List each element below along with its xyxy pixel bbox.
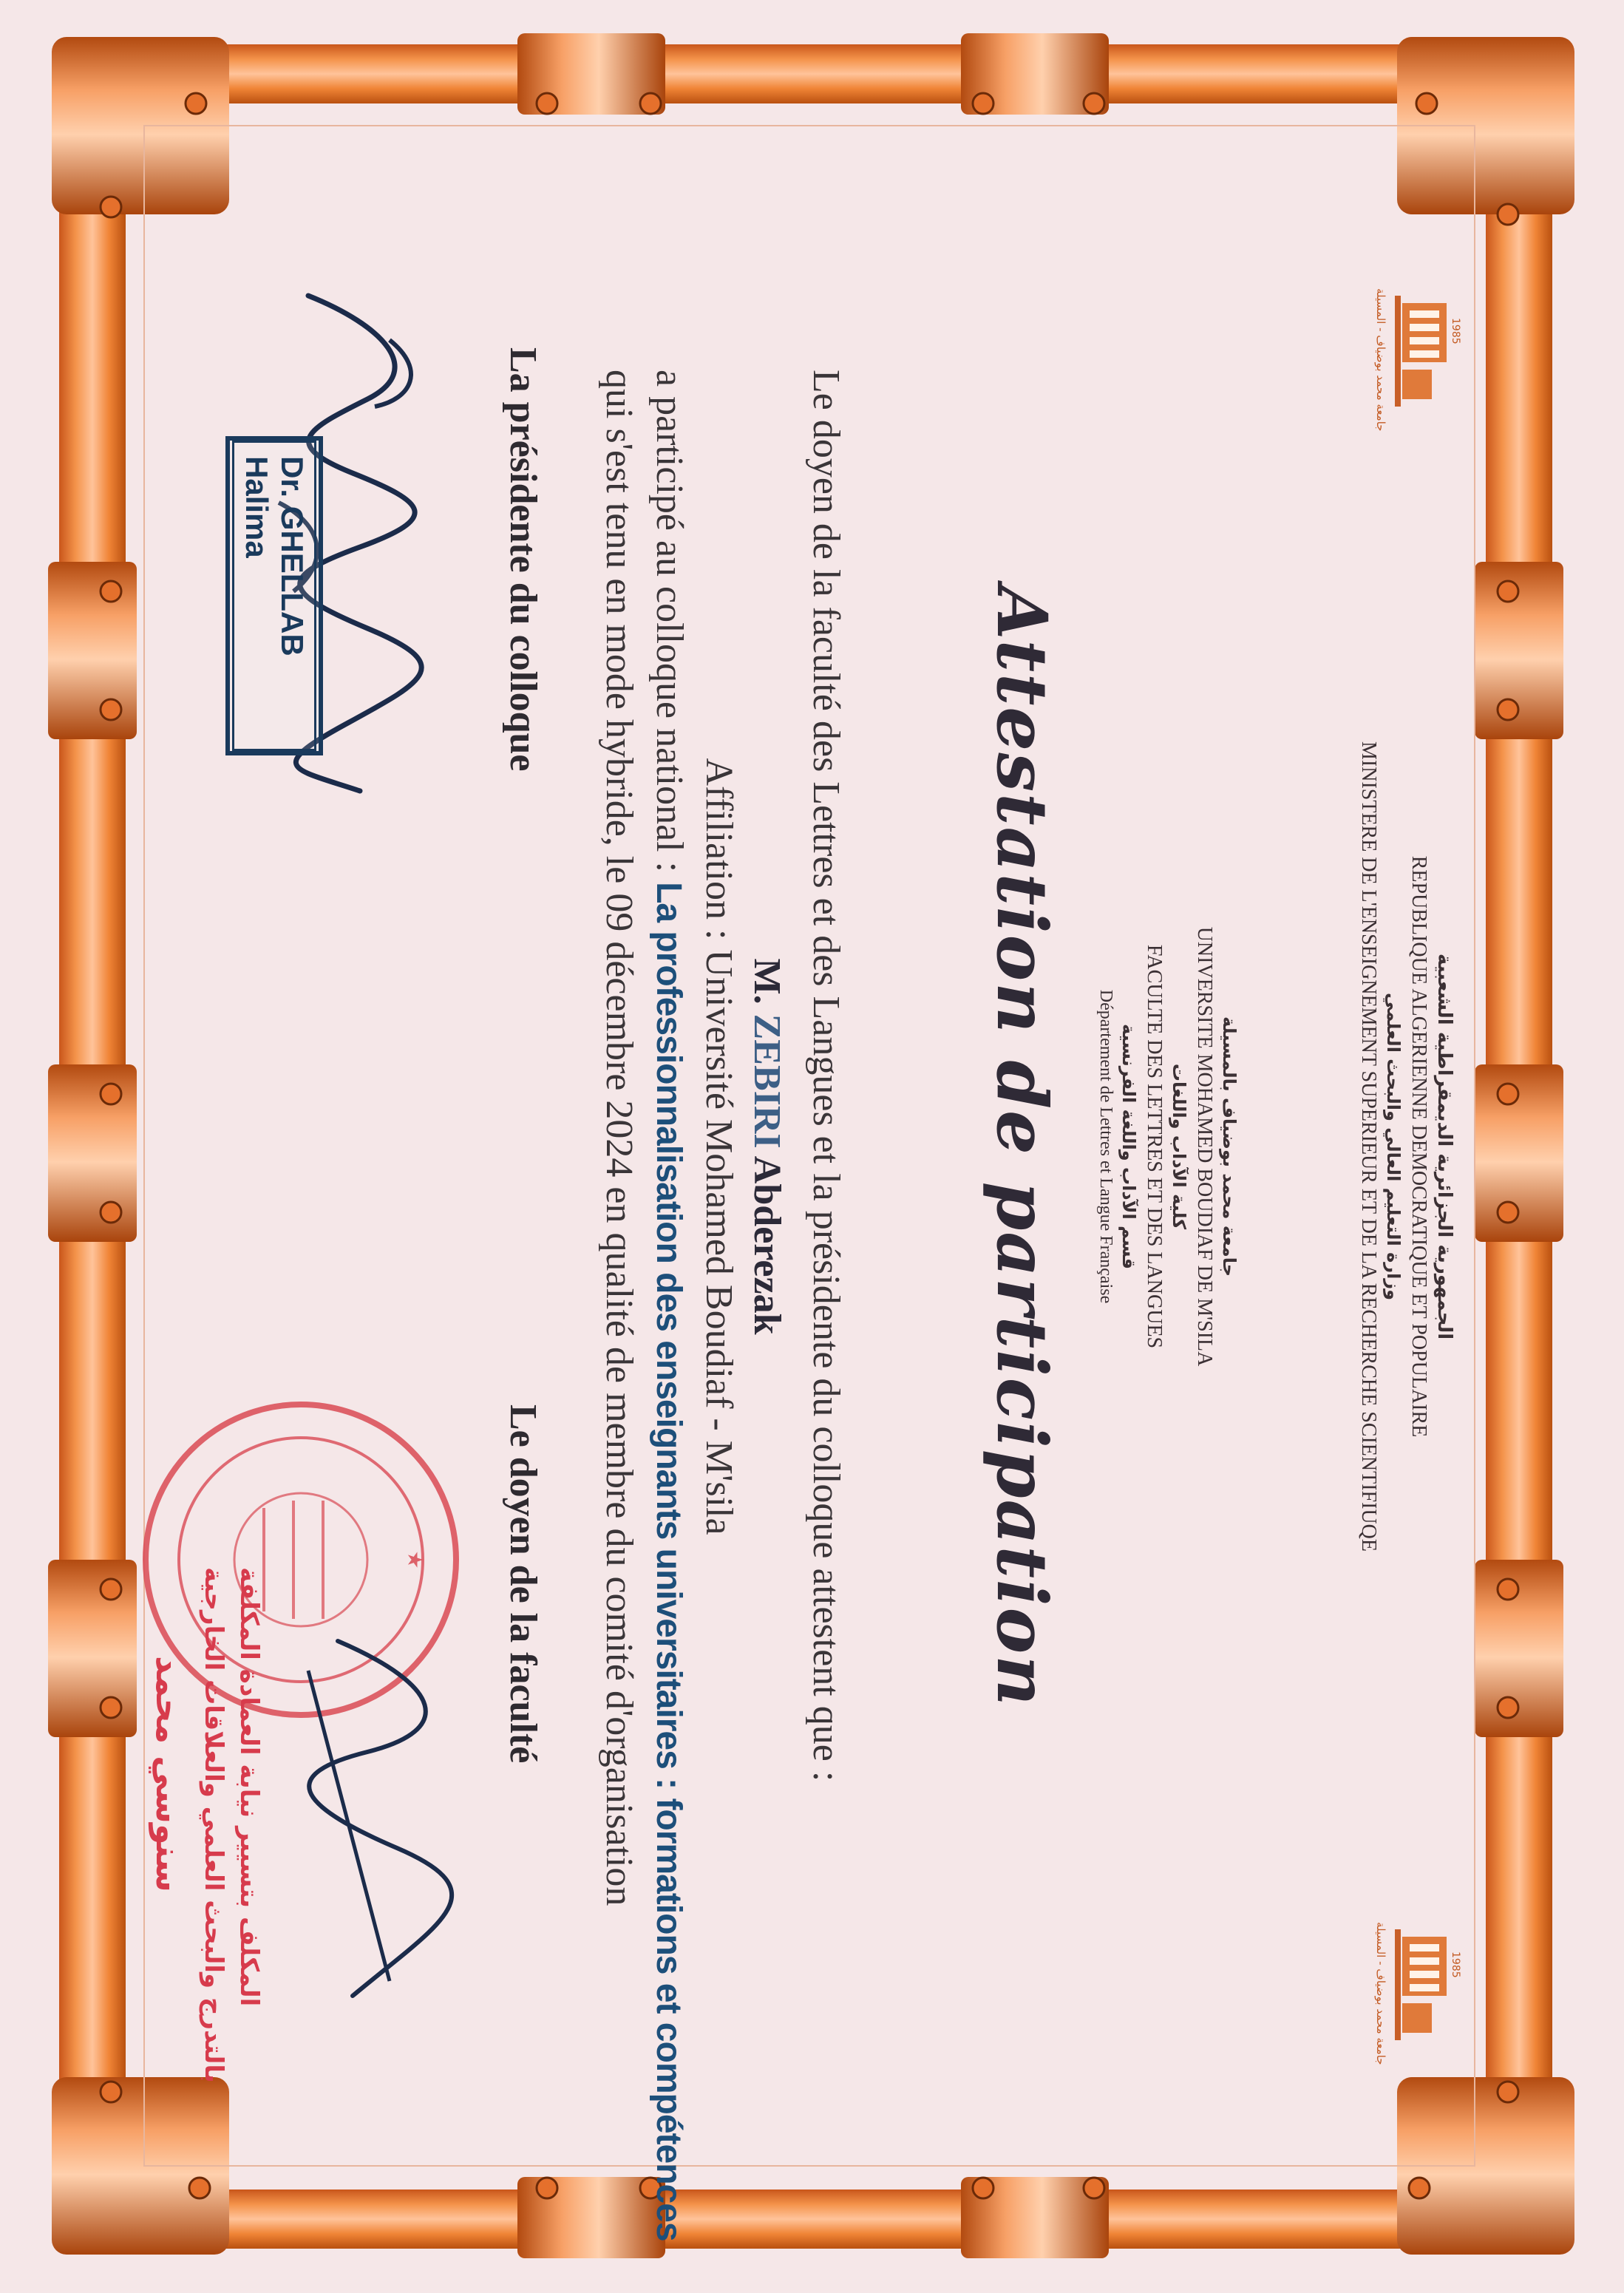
dean-signature (264, 1626, 486, 2011)
svg-text:★: ★ (403, 1550, 427, 1569)
participation-line (648, 370, 691, 2241)
logo-year: 1985 (1450, 1951, 1461, 1978)
dean-stamp-role1: المكلف بتسيير نيابة العمادة المكلفة (234, 1567, 264, 2007)
dean-title: Le doyen de la faculté (502, 1404, 544, 1764)
logo-year: 1985 (1450, 318, 1461, 344)
name-prefix: M. (746, 958, 788, 1014)
dean-text-stamp (149, 1567, 264, 2083)
intro-text: Le doyen de la faculté des Lettres et des Langues et la présidente du colloque attestent que : (805, 370, 847, 1782)
header-university-fr: UNIVERSITE MOHAMED BOUDIAF DE M'SILA (1193, 926, 1216, 1367)
certificate-title: Attestation de participation (981, 585, 1062, 1708)
header-department-fr: Département de Lettres et Langue Française (1096, 989, 1115, 1304)
header-department-ar: قسم الآداب واللغة الفرنسية (1118, 1023, 1139, 1270)
header-faculty-fr: FACULTE DES LETTRES ET DES LANGUES (1143, 944, 1166, 1349)
president-stamp-text: Dr. GHELLAB Halima (232, 441, 316, 751)
header-republic-ar: الجمهورية الجزائرية الديمقراطية الشعبية (1433, 953, 1455, 1340)
dean-stamp-name: سنوسي محمد (149, 1656, 188, 1892)
name-highlight: ZEBIRI (746, 1013, 788, 1149)
hybrid-line: qui s'est tenu en mode hybride, le 09 décembre 2024 en qualité de membre du comité d'organisation (598, 370, 640, 1906)
header-ministry-fr-line: MINISTERE DE L'ENSEIGNEMENT SUPERIEUR ET DE LA RECHERCHE SCIENTIFIUQE (1357, 741, 1380, 1552)
participant-name (745, 0, 789, 2293)
header-faculty-ar: كلية الآداب واللغات (1169, 1063, 1189, 1230)
name-rest: Abderezak (746, 1148, 788, 1335)
colloque-title: La professionnalisation des enseignants universitaires : formations et compétences (649, 882, 688, 2241)
president-title: La présidente du colloque (502, 347, 544, 772)
affiliation-text: Affiliation : Université Mohamed Boudiaf - M'sila (698, 758, 740, 1535)
president-stamp (225, 436, 323, 755)
header-university-ar: جامعة محمد بوضياف بالمسيلة (1219, 1016, 1240, 1277)
header-republic-fr: REPUBLIQUE ALGERIENNE DEMOCRATIQUE ET POPULAIRE (1407, 855, 1430, 1438)
dean-stamp-role2: بالتدرج والبحث العلمي والعلاقات الخارجية (199, 1567, 228, 2083)
participation-prefix: a participé au colloque national : (648, 370, 690, 883)
logo-name: جامعة محمد بوضياف - المسيلة (1374, 288, 1387, 432)
participant-name-text (746, 959, 788, 1335)
logo-name: جامعة محمد بوضياف - المسيلة (1374, 1922, 1387, 2065)
header-ministry-ar: وزارة التعليم العالي والبحث العلمي (1383, 992, 1404, 1301)
